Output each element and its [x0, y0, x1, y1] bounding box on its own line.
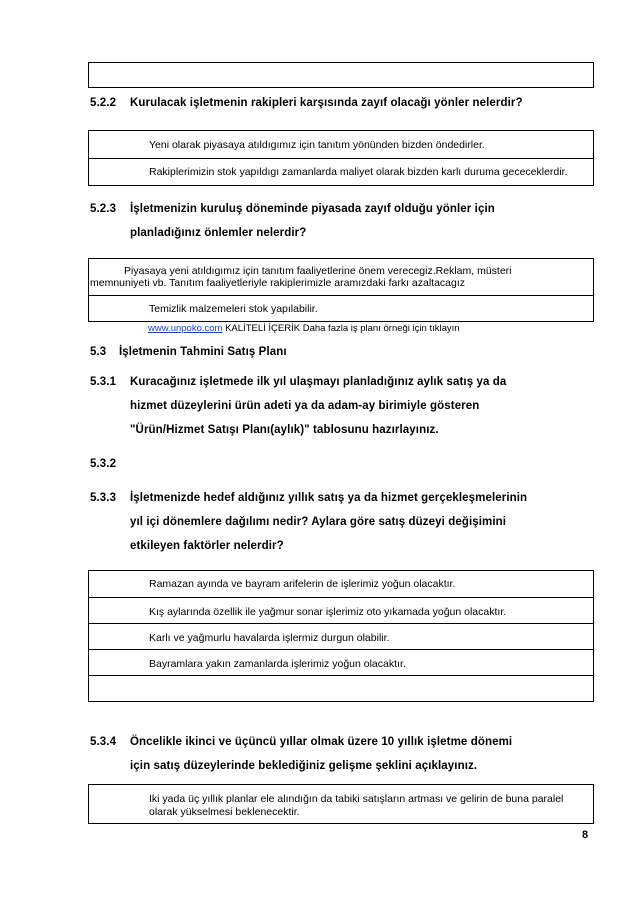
promo-note	[148, 322, 460, 335]
answer-table-5-3-4	[88, 784, 594, 824]
section-title-5-3-3-line1: İşletmenizde hedef aldığınız yıllık satış ya da hizmet gerçekleşmelerinin	[130, 492, 528, 504]
answer-text: Karlı ve yağmurlu havalarda işlermiz durgun olabilir.	[149, 632, 390, 644]
answer-text: Ramazan ayında ve bayram arifelerin de işlerimiz yoğun olacaktır.	[149, 578, 456, 590]
answer-row	[89, 649, 593, 677]
section-title-5-3-4-line1: Öncelikle ikinci ve üçüncü yıllar olmak üzere 10 yıllık işletme dönemi	[130, 736, 513, 748]
answer-row	[89, 597, 593, 625]
section-title-5-2-3-line2: planladığınız önlemler nelerdir?	[130, 227, 307, 239]
section-title-5-2-3-line1: İşletmenizin kuruluş döneminde piyasada zayıf olduğu yönler için	[130, 203, 495, 215]
page-number: 8	[582, 829, 589, 841]
answer-row	[89, 295, 593, 323]
answer-row	[89, 571, 593, 598]
section-number-5-2-3: 5.2.3	[90, 203, 117, 215]
answer-table-5-2-3	[88, 258, 594, 322]
section-title-5-2-2: Kurulacak işletmenin rakipleri karşısında zayıf olacağı yönler nelerdir?	[130, 97, 523, 109]
answer-row	[89, 623, 593, 651]
section-number-5-3-4: 5.3.4	[90, 736, 117, 748]
answer-text: Yeni olarak piyasaya atıldıgımız için tanıtım yönünden bizden öndedirler.	[149, 139, 485, 151]
section-title-5-3: İşletmenin Tahmini Satış Planı	[119, 346, 287, 358]
answer-row-empty	[89, 675, 593, 703]
answer-row	[89, 259, 593, 295]
answer-text-line1: Piyasaya yeni atıldıgımız için tanıtım faaliyetlerine önem verecegiz.Reklam, müsteri	[124, 265, 512, 277]
answer-text-line2: memnuniyeti vb. Tanıtım faaliyetleriyle rakiplerimizle aramızdaki farkı azaltacagız	[90, 277, 466, 289]
section-number-5-2-2: 5.2.2	[90, 97, 117, 109]
section-title-5-3-1-line3: "Ürün/Hizmet Satışı Planı(aylık)" tablosunu hazırlayınız.	[130, 424, 439, 436]
answer-text: Kış aylarında özellik ile yağmur sonar işlerimiz oto yıkamada yoğun olacaktır.	[149, 606, 507, 618]
promo-text: KALİTELİ İÇERİK Daha fazla iş planı örneği için tıklayın	[222, 323, 460, 334]
empty-answer-box-top	[88, 62, 594, 88]
promo-link[interactable]: www.unpoko.com	[148, 323, 223, 334]
answer-table-5-2-2	[88, 130, 594, 186]
section-title-5-3-1-line1: Kuracağınız işletmede ilk yıl ulaşmayı planladığınız aylık satış ya da	[130, 376, 507, 388]
section-number-5-3: 5.3	[90, 346, 107, 358]
section-title-5-3-1-line2: hizmet düzeylerini ürün adeti ya da adam-ay birimiyle gösteren	[130, 400, 480, 412]
section-title-5-3-3-line3: etkileyen faktörler nelerdir?	[130, 540, 284, 552]
answer-text-line1: Iki yada üç yıllık planlar ele alındığın da tabiki satışların artması ve gelirin de buna paralel	[149, 793, 564, 805]
answer-text-line2: olarak yükselmesi beklenecektir.	[149, 806, 300, 818]
answer-row	[89, 131, 593, 159]
answer-text: Rakiplerimizin stok yapıldıgı zamanlarda maliyet olarak bizden karlı duruma gececeklerdir.	[149, 166, 568, 178]
section-title-5-3-3-line2: yıl içi dönemlere dağılımı nedir? Aylara göre satış düzeyi değişimini	[130, 516, 507, 528]
answer-row	[89, 158, 593, 187]
section-title-5-3-4-line2: için satış düzeylerinde beklediğiniz gelişme şeklini açıklayınız.	[130, 760, 478, 772]
answer-text: Temizlik malzemeleri stok yapılabilir.	[149, 303, 318, 315]
section-number-5-3-3: 5.3.3	[90, 492, 117, 504]
section-number-5-3-1: 5.3.1	[90, 376, 117, 388]
answer-text: Bayramlara yakın zamanlarda işlerimiz yoğun olacaktır.	[149, 658, 406, 670]
section-number-5-3-2: 5.3.2	[90, 458, 117, 470]
answer-table-5-3-3	[88, 570, 594, 702]
